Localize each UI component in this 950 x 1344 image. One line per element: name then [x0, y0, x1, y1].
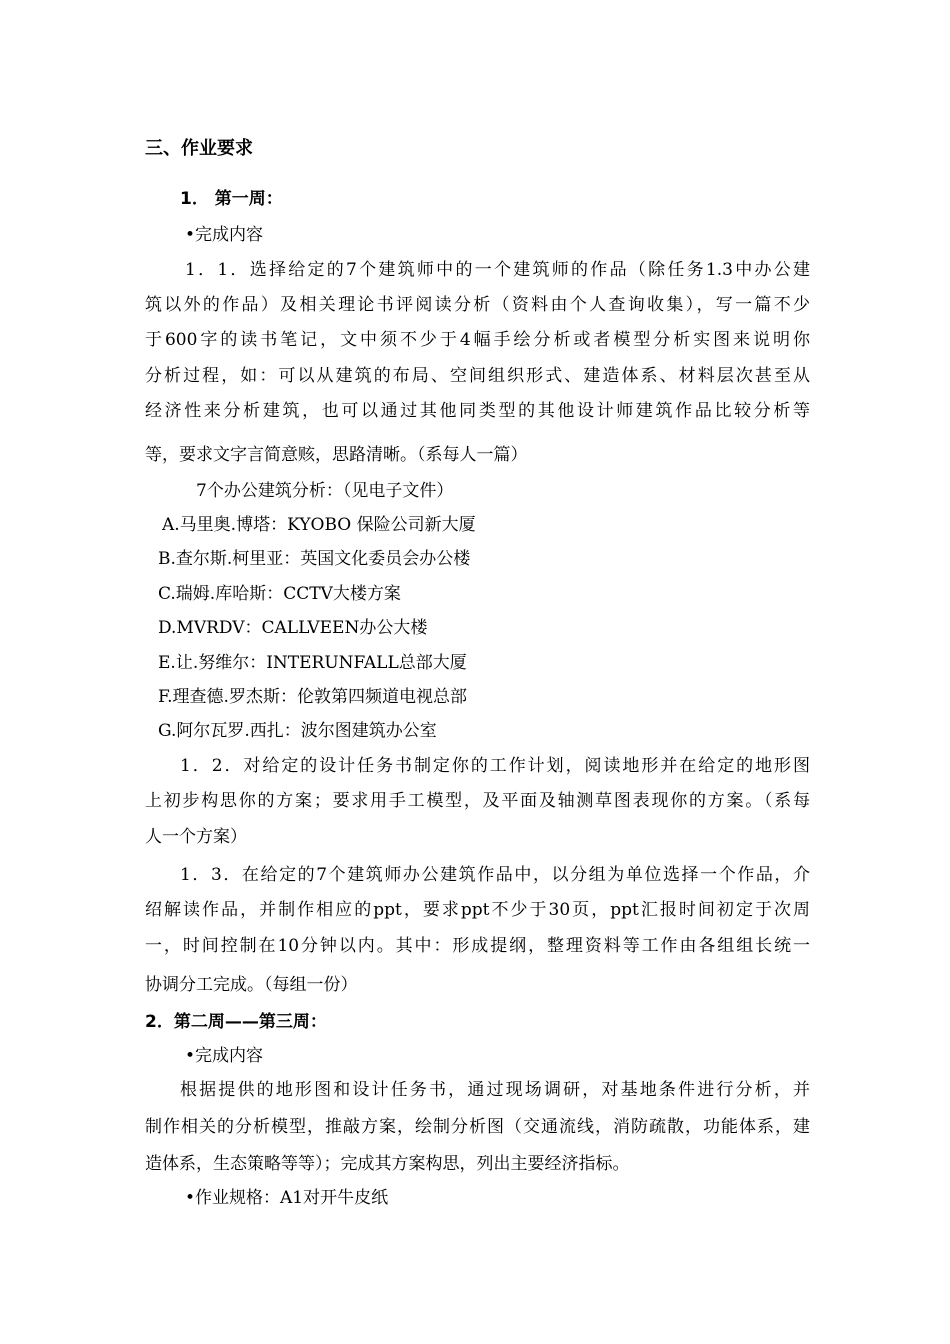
task2-line-2: 上初步构思你的方案；要求用手工模型，及平面及轴测草图表现你的方案。（系每 [145, 791, 810, 811]
task3-line-3: 一，时间控制在10分钟以内。其中：形成提纲，整理资料等工作由各组组长统一 [145, 936, 810, 956]
building-item: C.瑞姆.库哈斯：CCTV大楼方案 [158, 584, 401, 604]
week2-content-label: •完成内容 [185, 1046, 264, 1066]
week2-spec-label: •作业规格：A1对开牛皮纸 [185, 1188, 389, 1208]
building-item: E.让.努维尔：INTERUNFALL总部大厦 [158, 653, 467, 673]
building-item: G.阿尔瓦罗.西扎：波尔图建筑办公室 [158, 721, 437, 741]
task1-line-1: 1．1．选择给定的7个建筑师中的一个建筑师的作品（除任务1.3中办公建 [185, 260, 810, 280]
week2-task-line-1: 根据提供的地形图和设计任务书，通过现场调研，对基地条件进行分析，并 [180, 1080, 810, 1100]
task3-line-4: 协调分工完成。（每组一份） [145, 975, 358, 995]
week2-task-line-2: 制作相关的分析模型，推敲方案，绘制分析图（交通流线，消防疏散，功能体系，建 [145, 1117, 810, 1137]
week1-content-label: •完成内容 [185, 225, 264, 245]
buildings-list-intro: 7个办公建筑分析：（见电子文件） [196, 481, 454, 501]
building-item: D.MVRDV：CALLVEEN办公大楼 [158, 618, 428, 638]
week1-heading: 1． 第一周： [180, 189, 283, 209]
task1-line-3: 于600字的读书笔记，文中须不少于4幅手绘分析或者模型分析实图来说明你 [145, 330, 810, 350]
section-title: 三、作业要求 [145, 138, 253, 159]
task1-line-6: 等，要求文字言简意赅，思路清晰。（系每人一篇） [145, 445, 528, 465]
task1-line-4: 分析过程，如：可以从建筑的布局、空间组织形式、建造体系、材料层次甚至从 [145, 366, 810, 386]
building-item: B.查尔斯.柯里亚：英国文化委员会办公楼 [158, 549, 471, 569]
building-item: F.理查德.罗杰斯：伦敦第四频道电视总部 [158, 687, 467, 707]
task2-line-1: 1．2．对给定的设计任务书制定你的工作计划，阅读地形并在给定的地形图 [180, 756, 810, 776]
task2-line-3: 人一个方案） [145, 827, 247, 847]
task3-line-2: 绍解读作品，并制作相应的ppt，要求ppt不少于30页，ppt汇报时间初定于次周 [145, 900, 810, 920]
task3-line-1: 1．3．在给定的7个建筑师办公建筑作品中，以分组为单位选择一个作品，介 [180, 865, 810, 885]
task1-line-5: 经济性来分析建筑，也可以通过其他同类型的其他设计师建筑作品比较分析等 [145, 401, 810, 421]
week2-heading: 2．第二周——第三周： [145, 1012, 327, 1032]
week2-task-line-3: 造体系，生态策略等等）；完成其方案构思，列出主要经济指标。 [145, 1154, 630, 1174]
task1-line-2: 筑以外的作品）及相关理论书评阅读分析（资料由个人查询收集），写一篇不少 [145, 295, 810, 315]
building-item: A.马里奥.博塔：KYOBO 保险公司新大厦 [162, 515, 476, 535]
